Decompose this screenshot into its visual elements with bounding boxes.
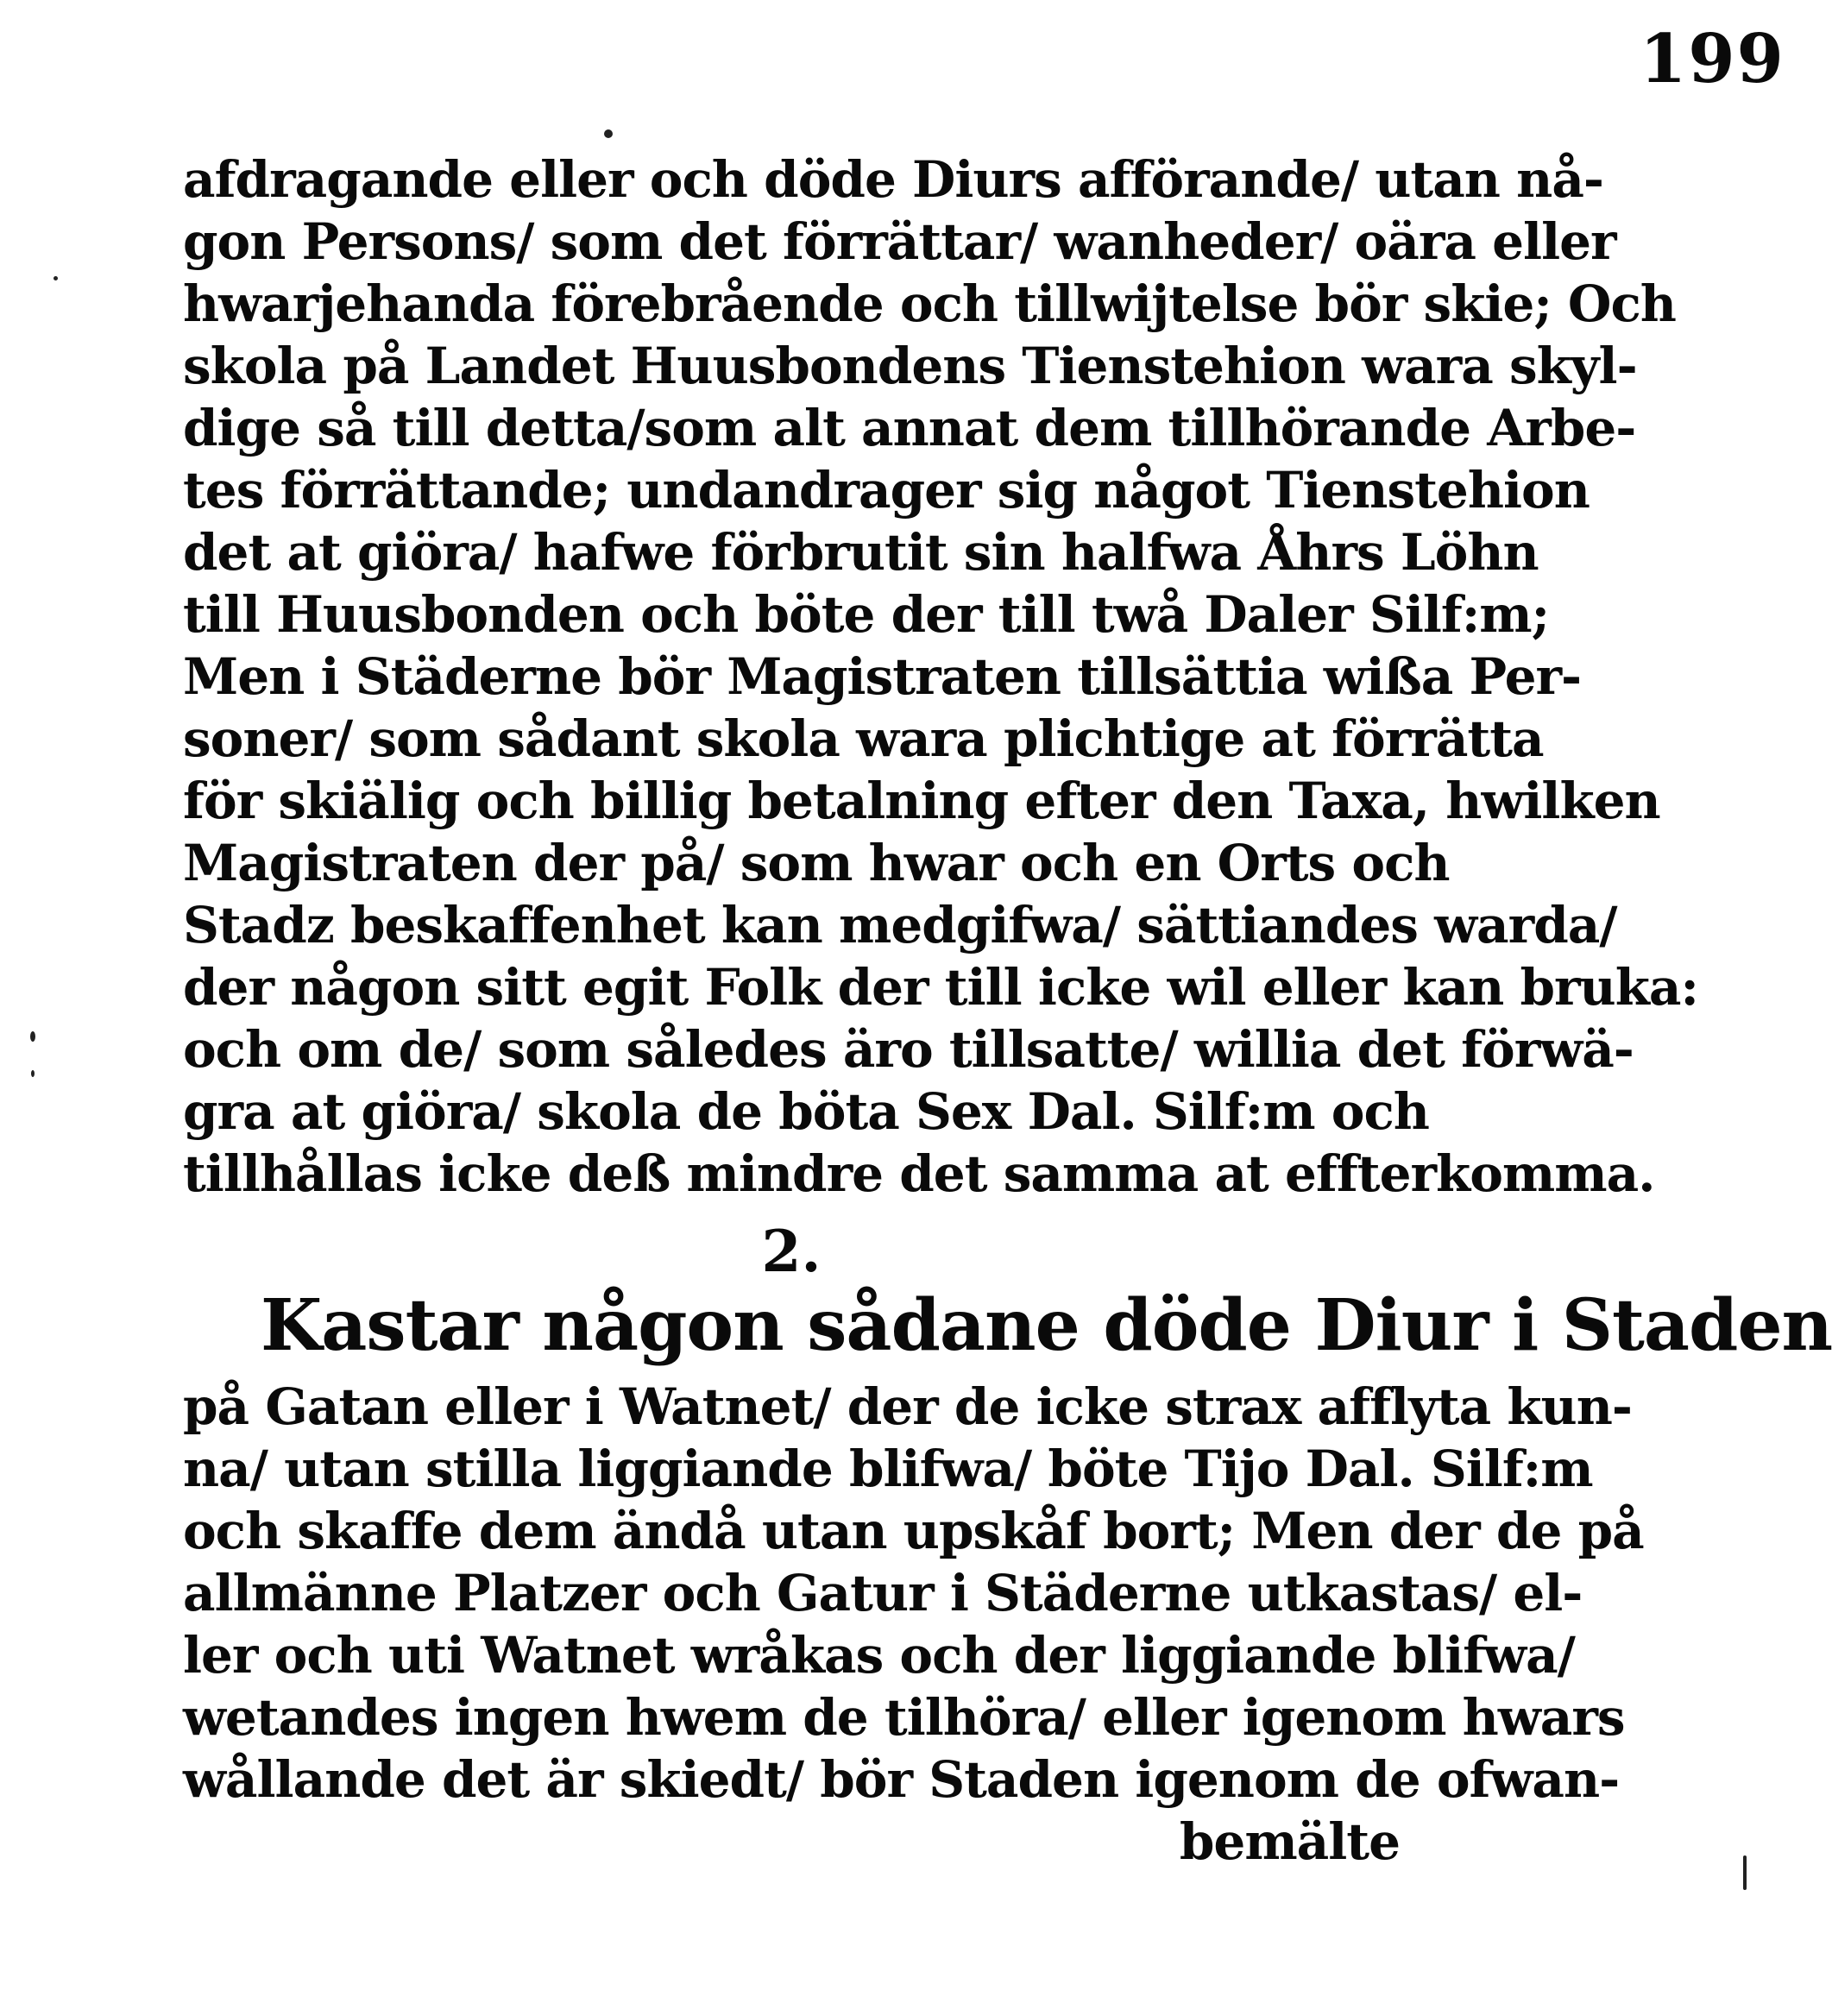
text-line: och om de/ som således äro tillsatte/ willia det förwä- [183,1020,1634,1079]
text-line: ler och uti Watnet wråkas och der liggiande blifwa/ [183,1626,1575,1685]
text-line: tes förrättande; undandrager sig något Tienstehion [183,461,1590,520]
text-line: gra at giöra/ skola de böta Sex Dal. Silf:m och [183,1082,1429,1141]
text-line: till Huusbonden och böte der till twå Daler Silf:m; [183,585,1550,644]
text-line: wållande det är skiedt/ bör Staden igenom de ofwan- [183,1750,1620,1809]
scan-speck [604,129,613,138]
lead-line: Kastar någon sådane döde Diur i Staden [261,1284,1832,1367]
text-line: der någon sitt egit Folk der till icke wil eller kan bruka: [183,958,1698,1017]
section-number: 2. [761,1218,822,1285]
text-line: na/ utan stilla liggiande blifwa/ böte Tijo Dal. Silf:m [183,1440,1593,1498]
text-line: afdragande eller och döde Diurs afförande/ utan nå- [183,150,1603,209]
text-line: hwarjehanda förebråendе och tillwijtelse bör skie; Och [183,274,1676,333]
text-line: Stadz beskaffenhet kan medgifwa/ sättiandes warda/ [183,896,1617,954]
text-line: tillhållas icke deß mindre det samma at effterkomma. [183,1144,1655,1203]
text-line: skola på Landet Huusbondens Tienstehion wara skyl- [183,337,1637,395]
scan-speck [1743,1855,1747,1890]
paragraph-2 [183,1276,1832,1873]
text-line: wetandes ingen hwem de tilhöra/ eller igenom hwars [183,1688,1625,1747]
paragraph-1 [183,148,1698,1205]
text-line: allmänne Platzer och Gatur i Städerne utkastas/ el- [183,1564,1583,1622]
text-line: och skaffe dem ändå utan upskåf bort; Men der de på [183,1502,1644,1560]
text-line: soner/ som sådant skola wara plichtige at förrätta [183,709,1544,768]
text-line: på Gatan eller i Watnet/ der de icke strax afflyta kun- [183,1377,1632,1436]
text-line: Magistraten der på/ som hwar och en Orts och [183,834,1450,892]
scan-speck [54,276,58,280]
text-line: det at giöra/ hafwe förbrutit sin halfwa Åhrs Löhn [183,523,1539,582]
text-line: Men i Städerne bör Magistraten tillsättia wißa Per- [183,647,1582,706]
scan-speck [30,1031,35,1042]
text-line: dige så till detta/som alt annat dem tillhörande Arbe- [183,399,1636,457]
text-line: gon Persons/ som det förrättar/ wanheder/ oära eller [183,212,1616,271]
catchword: bemälte [1179,1812,1400,1871]
scan-speck [31,1070,35,1077]
text-line: för skiälig och billig betalning efter den Taxa, hwilken [183,772,1660,830]
page-number: 199 [1640,20,1785,98]
